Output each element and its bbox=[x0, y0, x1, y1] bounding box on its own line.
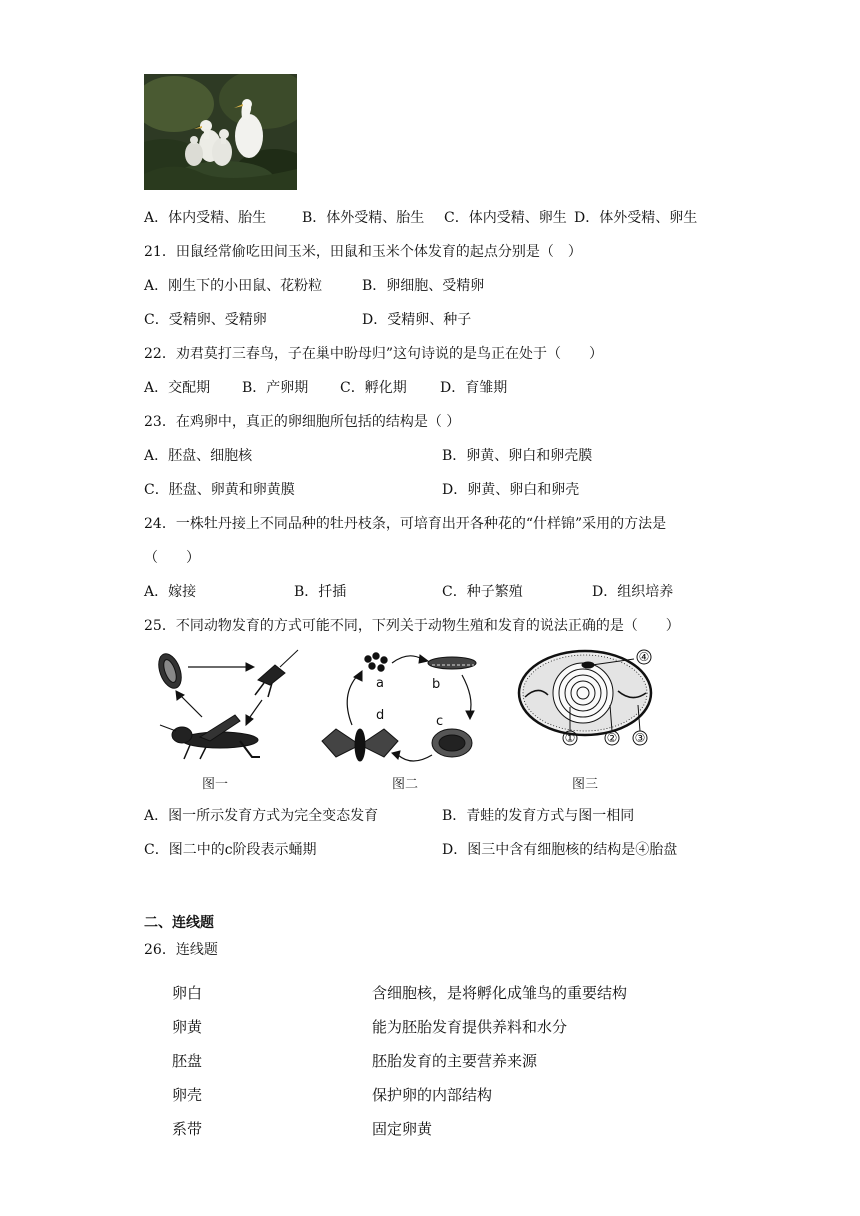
q23-option-d[interactable]: D．卵黄、卵白和卵壳 bbox=[442, 482, 580, 498]
figure-three-caption: 图三 bbox=[572, 777, 599, 792]
q22-stem: 22．劝君莫打三春鸟，子在巢中盼母归”这句诗说的是鸟正在处于（ ） bbox=[144, 346, 603, 362]
match-right-item[interactable]: 固定卵黄 bbox=[372, 1120, 433, 1138]
q25-option-c[interactable]: C．图二中的c阶段表示蛹期 bbox=[144, 842, 317, 858]
figure-one-diagram bbox=[154, 650, 298, 759]
q25-figures-svg bbox=[140, 645, 680, 795]
q23-option-a[interactable]: A．胚盘、细胞核 bbox=[144, 448, 253, 464]
figure-two-label-d: d bbox=[376, 708, 385, 723]
q20-option-b[interactable]: B．体外受精、胎生 bbox=[302, 210, 425, 226]
figure-two-caption: 图二 bbox=[392, 777, 419, 792]
q24-stem: 24．一株牡丹接上不同品种的牡丹枝条，可培育出开各种花的“什样锦”采用的方法是 bbox=[144, 516, 667, 532]
q22-option-c[interactable]: C．孵化期 bbox=[340, 380, 407, 396]
figure-three-label-4: ④ bbox=[638, 650, 650, 664]
match-left-item[interactable]: 卵黄 bbox=[172, 1018, 203, 1036]
q25-option-a[interactable]: A．图一所示发育方式为完全变态发育 bbox=[144, 808, 379, 824]
match-right-item[interactable]: 保护卵的内部结构 bbox=[372, 1086, 493, 1104]
q26-stem: 26．连线题 bbox=[144, 942, 218, 958]
q25-option-b[interactable]: B．青蛙的发育方式与图一相同 bbox=[442, 808, 635, 824]
figure-two-diagram bbox=[322, 653, 476, 761]
q21-option-a[interactable]: A．刚生下的小田鼠、花粉粒 bbox=[144, 278, 323, 294]
q20-option-d[interactable]: D．体外受精、卵生 bbox=[574, 210, 698, 226]
figure-two-label-a: a bbox=[376, 676, 384, 691]
q23-option-c[interactable]: C．胚盘、卵黄和卵黄膜 bbox=[144, 482, 295, 498]
q22-option-a[interactable]: A．交配期 bbox=[144, 380, 211, 396]
figure-three-diagram bbox=[519, 650, 651, 745]
match-left-item[interactable]: 系带 bbox=[172, 1120, 203, 1138]
q24-option-b[interactable]: B．扦插 bbox=[294, 584, 347, 600]
egret-photo bbox=[144, 74, 297, 190]
section-title: 二、连线题 bbox=[144, 915, 214, 931]
match-left-item[interactable]: 卵壳 bbox=[172, 1086, 203, 1104]
q21-option-c[interactable]: C．受精卵、受精卵 bbox=[144, 312, 267, 328]
figure-two-label-b: b bbox=[432, 677, 441, 692]
q25-stem: 25．不同动物发育的方式可能不同，下列关于动物生殖和发育的说法正确的是（ ） bbox=[144, 618, 680, 634]
q22-option-d[interactable]: D．育雏期 bbox=[440, 380, 508, 396]
q24-option-a[interactable]: A．嫁接 bbox=[144, 584, 197, 600]
match-left-item[interactable]: 胚盘 bbox=[172, 1052, 203, 1070]
match-right-item[interactable]: 能为胚胎发育提供养料和水分 bbox=[372, 1018, 568, 1036]
figure-three-label-3: ③ bbox=[634, 731, 646, 745]
q25-option-d[interactable]: D．图三中含有细胞核的结构是④胎盘 bbox=[442, 842, 678, 858]
q24-option-d[interactable]: D．组织培养 bbox=[592, 584, 674, 600]
q24-option-c[interactable]: C．种子繁殖 bbox=[442, 584, 523, 600]
q20-option-c[interactable]: C．体内受精、卵生 bbox=[444, 210, 567, 226]
q23-option-b[interactable]: B．卵黄、卵白和卵壳膜 bbox=[442, 448, 593, 464]
q21-option-d[interactable]: D．受精卵、种子 bbox=[362, 312, 472, 328]
q24-stem-cont: （ ） bbox=[144, 550, 200, 566]
q21-stem: 21．田鼠经常偷吃田间玉米，田鼠和玉米个体发育的起点分别是（ ） bbox=[144, 244, 582, 260]
match-right-item[interactable]: 胚胎发育的主要营养来源 bbox=[372, 1052, 538, 1070]
q20-option-a[interactable]: A．体内受精、胎生 bbox=[144, 210, 267, 226]
match-right-item[interactable]: 含细胞核，是将孵化成雏鸟的重要结构 bbox=[372, 984, 628, 1002]
figure-one-caption: 图一 bbox=[202, 777, 229, 792]
q25-figures bbox=[140, 645, 680, 799]
q22-option-b[interactable]: B．产卵期 bbox=[242, 380, 309, 396]
q23-stem: 23．在鸡卵中，真正的卵细胞所包括的结构是（ ） bbox=[144, 414, 461, 430]
match-left-item[interactable]: 卵白 bbox=[172, 984, 203, 1002]
q21-option-b[interactable]: B．卵细胞、受精卵 bbox=[362, 278, 485, 294]
figure-three-label-1: ① bbox=[564, 731, 576, 745]
figure-two-label-c: c bbox=[436, 714, 444, 729]
figure-three-label-2: ② bbox=[606, 731, 618, 745]
